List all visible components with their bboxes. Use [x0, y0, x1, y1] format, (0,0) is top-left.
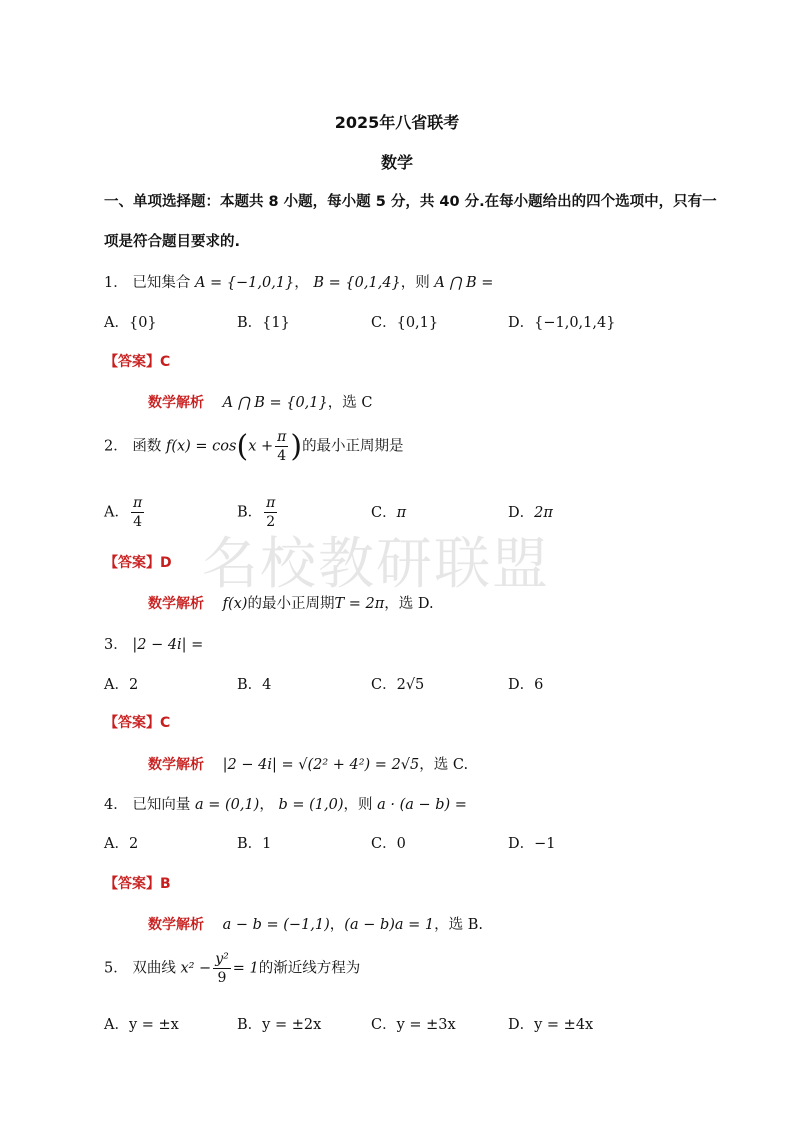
option-value: π	[396, 505, 407, 521]
answer-label: 【答案】	[104, 555, 160, 571]
answer-value: B	[160, 876, 171, 892]
option-a: A．2	[104, 677, 139, 693]
separator: ，	[294, 275, 309, 291]
math-expression: = 1	[232, 960, 259, 977]
answer-3	[104, 712, 170, 732]
explanation-text: ，选 D.	[384, 596, 434, 612]
answer-label: 【答案】	[104, 876, 160, 892]
section-header-line1: 一、单项选择题：本题共 8 小题，每小题 5 分，共 40 分.在每小题给出的四个选项中，只有一	[104, 194, 717, 210]
explanation-text: 的最小正周期	[247, 596, 335, 612]
question-1	[104, 271, 493, 292]
document-title: 2025年八省联考	[334, 113, 460, 132]
question-2	[104, 428, 404, 465]
option-a	[104, 494, 146, 531]
math-expression: a − b = (−1,1)	[222, 917, 330, 933]
option-a: A．2	[104, 836, 139, 852]
option-letter: D．	[508, 505, 535, 521]
fraction-denominator: 4	[133, 514, 143, 530]
math-expression: b = (1,0)	[278, 797, 344, 813]
right-paren: )	[290, 429, 303, 464]
fraction	[275, 428, 288, 465]
answer-label: 【答案】	[104, 354, 160, 370]
question-text: ，则	[400, 275, 430, 291]
watermark-text: 名校教研联盟	[202, 532, 550, 597]
answer-value: C	[160, 715, 171, 731]
explanation-3	[148, 753, 468, 774]
question-number: 4．	[104, 797, 128, 813]
question-text: 已知集合	[132, 275, 191, 291]
explanation-text: ，选 B.	[434, 917, 484, 933]
explanation-text: ，选 C	[327, 395, 373, 411]
option-letter: B．	[237, 504, 263, 521]
explanation-text: ，选 C.	[419, 757, 469, 773]
question-text: 函数	[132, 438, 162, 455]
option-c: C．0	[371, 836, 406, 852]
question-number: 2．	[104, 438, 128, 455]
option-d: D．{−1,0,1,4}	[508, 315, 616, 331]
fraction-numerator: π	[277, 429, 287, 445]
option-a: A．y = ±x	[104, 1017, 179, 1033]
math-expression: A ⋂ B =	[434, 275, 494, 291]
option-letter: C．	[371, 505, 397, 521]
math-expression: A = {−1,0,1}	[194, 275, 295, 291]
answer-value: D	[160, 555, 172, 571]
section-header-line2: 项是符合题目要求的.	[104, 234, 241, 250]
fraction-denominator: 9	[217, 970, 227, 986]
explanation-4	[148, 913, 483, 934]
subject-title: 数学	[380, 153, 413, 172]
explanation-label: 数学解析	[148, 757, 204, 773]
answer-1	[104, 351, 170, 371]
option-b: B．1	[237, 836, 272, 852]
math-expression: |2 − 4i| = √(2² + 4²) = 2√5	[222, 757, 420, 773]
question-5	[104, 950, 360, 987]
explanation-2	[148, 592, 434, 613]
fraction-numerator: π	[266, 495, 276, 511]
option-a: A．{0}	[104, 315, 157, 331]
math-expression: f(x)	[222, 596, 248, 612]
answer-4	[104, 873, 171, 893]
question-text: 已知向量	[132, 797, 191, 813]
math-expression: B = {0,1,4}	[313, 275, 401, 291]
option-c: C．2√5	[371, 677, 425, 693]
fraction-denominator: 4	[277, 448, 287, 464]
math-expression: (a − b)a = 1	[344, 917, 435, 933]
question-text: 的最小正周期是	[302, 438, 404, 455]
question-number: 5．	[104, 960, 128, 977]
option-b: B．y = ±2x	[237, 1017, 322, 1033]
fraction	[131, 494, 144, 531]
fraction	[264, 494, 277, 531]
option-letter: A．	[104, 504, 129, 521]
option-c	[371, 501, 406, 522]
question-3	[104, 633, 203, 654]
question-4	[104, 793, 467, 814]
left-paren: (	[236, 429, 249, 464]
fraction	[213, 950, 231, 987]
fraction-numerator: π	[132, 495, 143, 511]
explanation-label: 数学解析	[148, 917, 204, 933]
math-expression: f(x) = cos	[165, 438, 237, 455]
question-text: 双曲线	[132, 960, 176, 977]
answer-label: 【答案】	[104, 715, 160, 731]
math-expression: |2 − 4i| =	[132, 637, 204, 653]
question-text: ，则	[343, 797, 373, 813]
question-number: 3．	[104, 637, 128, 653]
fraction-denominator: 2	[266, 514, 276, 530]
answer-value: C	[160, 354, 171, 370]
separator: ，	[329, 917, 345, 933]
option-b: B．{1}	[237, 315, 290, 331]
option-value: 2π	[534, 505, 553, 521]
option-d: D．6	[508, 677, 544, 693]
math-expression: a · (a − b) =	[377, 797, 467, 813]
math-expression: x² −	[180, 960, 212, 977]
fraction-numerator: y²	[215, 951, 229, 967]
option-d: D．y = ±4x	[508, 1017, 594, 1033]
explanation-label: 数学解析	[148, 596, 204, 612]
math-expression: x +	[248, 438, 274, 455]
answer-2	[104, 552, 172, 572]
option-d	[508, 501, 553, 522]
math-expression: A ⋂ B = {0,1}	[222, 395, 328, 411]
option-c: C．y = ±3x	[371, 1017, 456, 1033]
question-text: 的渐近线方程为	[258, 960, 361, 977]
separator: ，	[259, 797, 274, 813]
question-number: 1．	[104, 275, 128, 291]
option-b	[237, 494, 279, 531]
option-b: B．4	[237, 677, 272, 693]
math-expression: T = 2π	[334, 596, 385, 612]
option-c: C．{0,1}	[371, 315, 439, 331]
explanation-1	[148, 391, 372, 412]
math-expression: a = (0,1)	[194, 797, 260, 813]
option-d: D．−1	[508, 836, 556, 852]
explanation-label: 数学解析	[148, 395, 204, 411]
